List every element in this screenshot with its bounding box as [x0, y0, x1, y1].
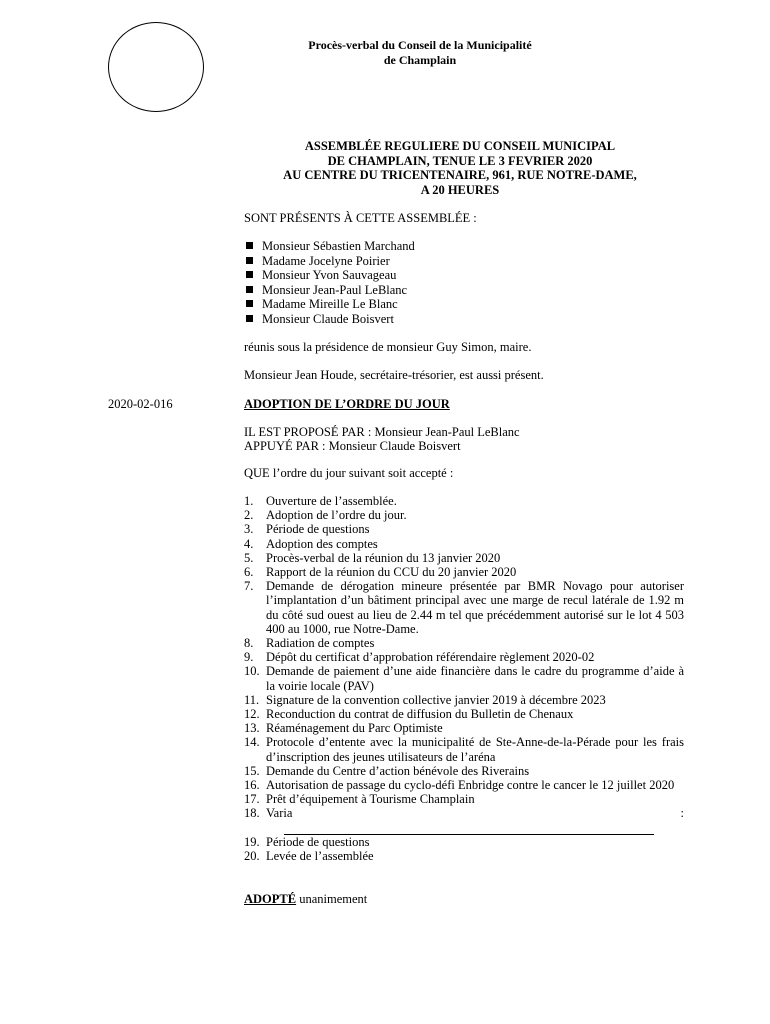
- list-item: 18. Varia :: [244, 806, 684, 834]
- list-item: 10. Demande de paiement d’une aide financière dans le cadre du programme d’aide à la voirie locale (PAV): [244, 664, 684, 693]
- header-line-1: Procès-verbal du Conseil de la Municipalité: [308, 38, 532, 52]
- list-item: Monsieur Yvon Sauvageau: [246, 268, 415, 283]
- bullet-square-icon: [246, 271, 253, 278]
- list-item: 12. Reconduction du contrat de diffusion du Bulletin de Chenaux: [244, 707, 574, 722]
- list-item: Madame Jocelyne Poirier: [246, 254, 415, 269]
- bullet-square-icon: [246, 257, 253, 264]
- resolution-number: 2020-02-016: [108, 397, 173, 411]
- list-item: 17. Prêt d’équipement à Tourisme Champlain: [244, 792, 475, 807]
- list-item: 20. Levée de l’assemblée: [244, 849, 374, 864]
- presents-list: [246, 239, 415, 326]
- list-item: 9. Dépôt du certificat d’approbation référendaire règlement 2020-02: [244, 650, 595, 665]
- title-line-2: DE CHAMPLAIN, TENUE LE 3 FEVRIER 2020: [327, 153, 593, 168]
- title-line-3: AU CENTRE DU TRICENTENAIRE, 961, RUE NOTRE-DAME,: [283, 168, 637, 182]
- bullet-square-icon: [246, 286, 253, 293]
- bullet-square-icon: [246, 242, 253, 249]
- list-item: 11. Signature de la convention collective janvier 2019 à décembre 2023: [244, 692, 606, 707]
- secretaire-text: Monsieur Jean Houde, secrétaire-trésorier, est aussi présent.: [244, 368, 544, 382]
- propose-text: IL EST PROPOSÉ PAR : Monsieur Jean-Paul LeBlanc: [244, 425, 520, 439]
- list-item: Monsieur Sébastien Marchand: [246, 239, 415, 254]
- list-item: 4. Adoption des comptes: [244, 536, 378, 551]
- list-item: Monsieur Claude Boisvert: [246, 312, 415, 327]
- list-item: 19. Période de questions: [244, 834, 370, 849]
- seal-circle: [108, 22, 204, 112]
- list-item: Madame Mireille Le Blanc: [246, 297, 415, 312]
- title-line-1: ASSEMBLÉE REGULIERE DU CONSEIL MUNICIPAL: [304, 139, 616, 153]
- list-item: 2. Adoption de l’ordre du jour.: [244, 508, 407, 523]
- varia-blank-line: [284, 824, 654, 835]
- presidence-text: réunis sous la présidence de monsieur Guy Simon, maire.: [244, 340, 532, 354]
- agenda-list: [244, 494, 684, 863]
- presents-heading: SONT PRÉSENTS À CETTE ASSEMBLÉE :: [244, 211, 477, 225]
- header-line-2: de Champlain: [383, 53, 457, 67]
- list-item: Monsieur Jean-Paul LeBlanc: [246, 283, 415, 298]
- list-item: 16. Autorisation de passage du cyclo-défi Enbridge contre le cancer le 12 juillet 2020: [244, 778, 675, 793]
- title-line-4: A 20 HEURES: [420, 182, 500, 197]
- meeting-title: [240, 139, 680, 197]
- list-item: 15. Demande du Centre d’action bénévole des Riverains: [244, 763, 530, 778]
- adopte-line: [244, 892, 367, 907]
- resolution-title: ADOPTION DE L’ORDRE DU JOUR: [244, 397, 450, 411]
- adopte-word: ADOPTÉ: [244, 892, 297, 906]
- list-item: 3. Période de questions: [244, 522, 370, 537]
- bullet-square-icon: [246, 300, 253, 307]
- list-item: 13. Réaménagement du Parc Optimiste: [244, 721, 443, 736]
- list-item: 1. Ouverture de l’assemblée.: [244, 494, 397, 508]
- list-item: 5. Procès-verbal de la réunion du 13 janvier 2020: [244, 550, 501, 565]
- list-item: 8. Radiation de comptes: [244, 636, 375, 651]
- que-text: QUE l’ordre du jour suivant soit accepté :: [244, 466, 454, 480]
- adopte-rest: unanimement: [296, 892, 368, 906]
- document-header: [270, 38, 570, 68]
- list-item: 6. Rapport de la réunion du CCU du 20 janvier 2020: [244, 565, 517, 580]
- list-item: 14. Protocole d’entente avec la municipalité de Ste-Anne-de-la-Pérade pour les frais d’inscription des jeunes utilisateurs de l’aréna: [244, 735, 684, 764]
- appuye-text: APPUYÉ PAR : Monsieur Claude Boisvert: [244, 439, 461, 453]
- bullet-square-icon: [246, 315, 253, 322]
- list-item: 7. Demande de dérogation mineure présentée par BMR Novago pour autoriser l’implantation d’un bâtiment principal avec une marge de recul latérale de 1.92 m du côté sud ouest au lieu de 2.44 m tel que précédemment autorisé sur le lot 4 503 400 au 1000, rue Notre-Dame.: [244, 579, 684, 636]
